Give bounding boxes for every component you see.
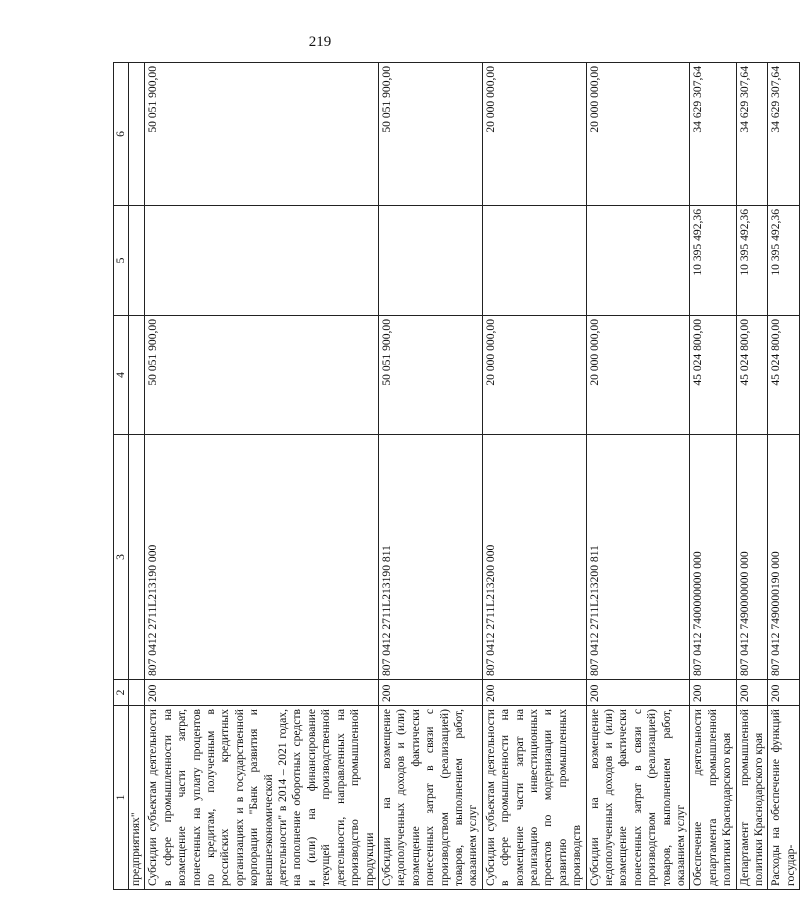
continuation-row	[129, 63, 145, 890]
table-cell	[129, 435, 145, 680]
table-row	[378, 63, 482, 890]
row-col4: 45 024 800,00	[768, 316, 800, 435]
row-name: Субсидии субъектам деятельности в сфере промышленности на возмещение части затрат на реализацию инвестиционных проектов по модернизации и развитию промышленных производств	[482, 706, 586, 890]
table-row	[768, 63, 800, 890]
row-col5: 10 395 492,36	[690, 206, 736, 316]
row-col5	[586, 206, 690, 316]
budget-table	[113, 62, 800, 890]
row-col6: 34 629 307,64	[768, 63, 800, 206]
row-kbk: 807 0412 2711L213190 811	[378, 435, 482, 680]
row-col5	[145, 206, 379, 316]
table-cell	[129, 680, 145, 706]
header-cell: 5	[114, 206, 129, 316]
row-kbk: 807 0412 7490000190 000	[768, 435, 800, 680]
header-cell: 3	[114, 435, 129, 680]
row-col4: 20 000 000,00	[586, 316, 690, 435]
row-name: Субсидии субъектам деятельности в сфере промышленности на возмещение части затрат, понесенных на уплату процентов по кредитам, полученным в российских кредитных организациях и в государственной корпорации "Банк развития и внешнеэкономической деятельности" в 2014 – 2021 годах, на пополнение оборотных средств и (или) на финансирование текущей производственной деятельности, направленных на производство промышленной продукции	[145, 706, 379, 890]
table-row	[690, 63, 736, 890]
table-row	[482, 63, 586, 890]
header-cell: 4	[114, 316, 129, 435]
header-cell: 1	[114, 706, 129, 890]
header-cell: 2	[114, 680, 129, 706]
table-row	[145, 63, 379, 890]
row-code: 200	[690, 680, 736, 706]
row-kbk: 807 0412 7490000000 000	[736, 435, 768, 680]
row-col4: 20 000 000,00	[482, 316, 586, 435]
row-col6: 20 000 000,00	[482, 63, 586, 206]
table-cell	[129, 316, 145, 435]
row-name: Департамент промышленной политики Краснодарского края	[736, 706, 768, 890]
row-col4: 50 051 900,00	[378, 316, 482, 435]
row-kbk: 807 0412 2711L213200 000	[482, 435, 586, 680]
row-col5: 10 395 492,36	[736, 206, 768, 316]
table-cell	[129, 206, 145, 316]
row-name: Расходы на обеспечение функций государ-	[768, 706, 800, 890]
rotated-table-container	[113, 63, 797, 890]
row-code: 200	[482, 680, 586, 706]
row-col6: 50 051 900,00	[378, 63, 482, 206]
row-kbk: 807 0412 2711L213200 811	[586, 435, 690, 680]
row-col5	[378, 206, 482, 316]
row-col6: 50 051 900,00	[145, 63, 379, 206]
row-col4: 45 024 800,00	[736, 316, 768, 435]
row-col4: 45 024 800,00	[690, 316, 736, 435]
row-code: 200	[736, 680, 768, 706]
table-row	[736, 63, 768, 890]
row-col6: 34 629 307,64	[690, 63, 736, 206]
row-code: 200	[378, 680, 482, 706]
table-cell	[129, 63, 145, 206]
continuation-text: предприятиях"	[129, 706, 145, 890]
row-kbk: 807 0412 2711L213190 000	[145, 435, 379, 680]
header-cell: 6	[114, 63, 129, 206]
row-col5: 10 395 492,36	[768, 206, 800, 316]
row-col6: 20 000 000,00	[586, 63, 690, 206]
row-name: Субсидии на возмещение недополученных доходов и (или) возмещение фактически понесенных затрат в связи с производством (реализацией) товаров, выполнением работ, оказанием услуг	[586, 706, 690, 890]
row-name: Обеспечение деятельности департамента промышленной политики Краснодарского края	[690, 706, 736, 890]
header-row	[114, 63, 129, 890]
row-code: 200	[145, 680, 379, 706]
row-col5	[482, 206, 586, 316]
table-row	[586, 63, 690, 890]
row-kbk: 807 0412 7400000000 000	[690, 435, 736, 680]
page-number: 219	[308, 34, 332, 50]
row-code: 200	[586, 680, 690, 706]
row-name: Субсидии на возмещение недополученных доходов и (или) возмещение фактически понесенных затрат в связи с производством (реализацией) товаров, выполнением работ, оказанием услуг	[378, 706, 482, 890]
row-col4: 50 051 900,00	[145, 316, 379, 435]
row-col6: 34 629 307,64	[736, 63, 768, 206]
row-code: 200	[768, 680, 800, 706]
budget-table-region	[113, 63, 797, 890]
